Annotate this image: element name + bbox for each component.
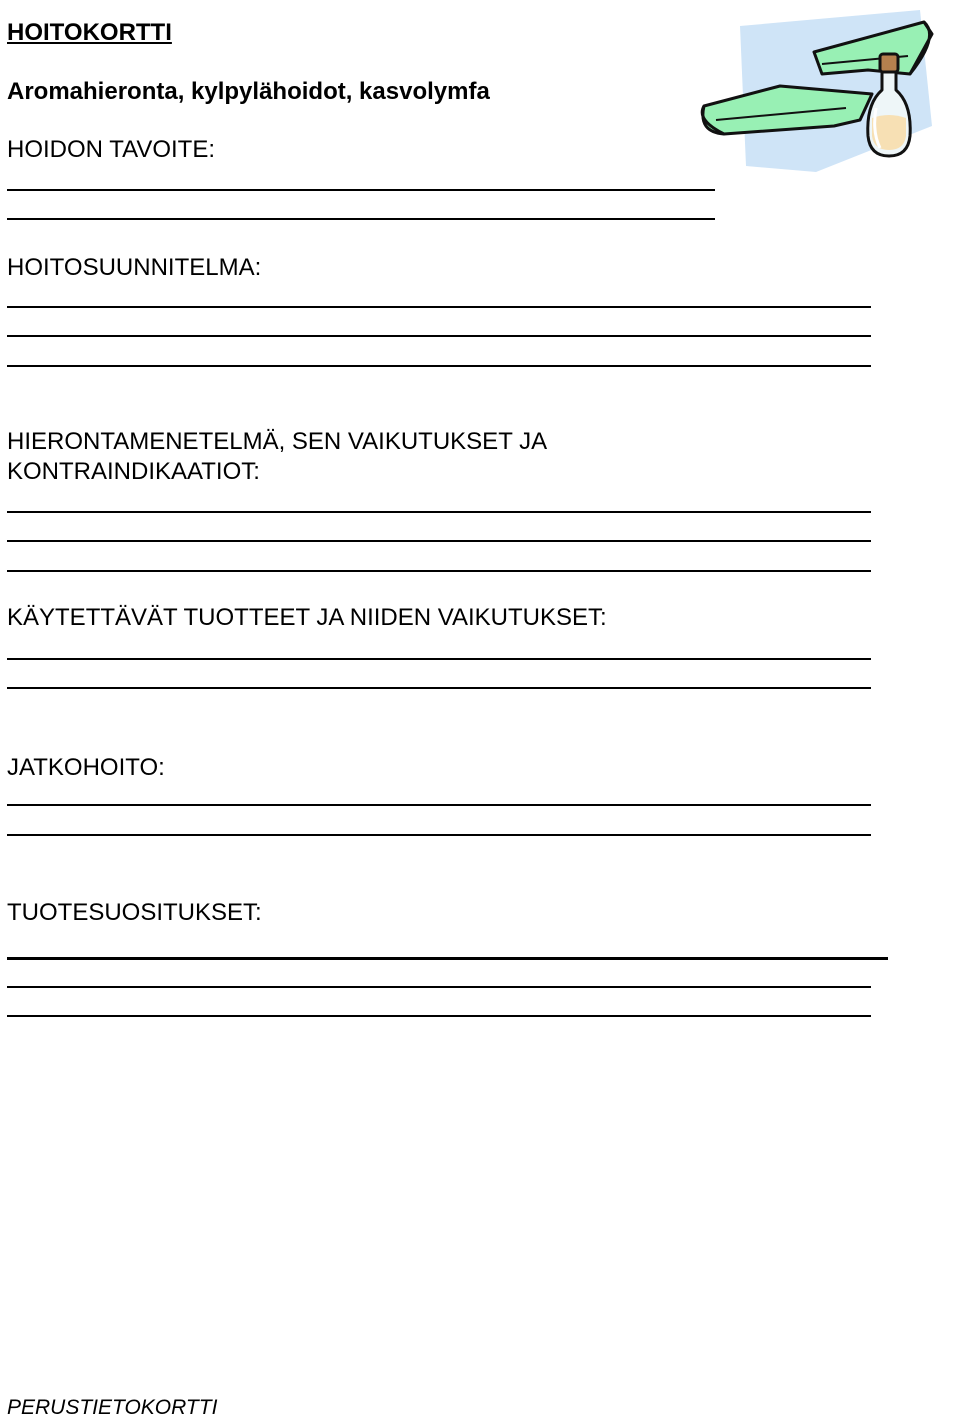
recommendations-answer-line[interactable] <box>7 1015 871 1017</box>
goal-heading: HOIDON TAVOITE: <box>7 136 216 163</box>
recommendations-heading: TUOTESUOSITUKSET: <box>7 899 262 926</box>
method-answer-line[interactable] <box>7 570 871 572</box>
followup-heading: JATKOHOITO: <box>7 754 165 781</box>
recommendations-answer-line[interactable] <box>7 986 871 988</box>
products-heading: KÄYTETTÄVÄT TUOTTEET JA NIIDEN VAIKUTUKSET: <box>7 604 607 631</box>
footer-label: PERUSTIETOKORTTI <box>7 1396 218 1419</box>
followup-answer-line[interactable] <box>7 804 871 806</box>
products-answer-line[interactable] <box>7 687 871 689</box>
plan-heading: HOITOSUUNNITELMA: <box>7 254 262 281</box>
card-title: HOITOKORTTI <box>7 19 172 46</box>
recommendations-answer-line[interactable] <box>7 957 888 960</box>
method-answer-line[interactable] <box>7 511 871 513</box>
products-answer-line[interactable] <box>7 658 871 660</box>
plan-answer-line[interactable] <box>7 335 871 337</box>
goal-answer-line[interactable] <box>7 189 715 191</box>
treatment-subtitle: Aromahieronta, kylpylähoidot, kasvolymfa <box>7 78 490 105</box>
plan-answer-line[interactable] <box>7 365 871 367</box>
method-heading-line1: HIERONTAMENETELMÄ, SEN VAIKUTUKSET JA <box>7 428 548 455</box>
followup-answer-line[interactable] <box>7 834 871 836</box>
spa-illustration <box>696 8 936 174</box>
goal-answer-line[interactable] <box>7 218 715 220</box>
method-answer-line[interactable] <box>7 540 871 542</box>
method-heading-line2: KONTRAINDIKAATIOT: <box>7 458 260 485</box>
plan-answer-line[interactable] <box>7 306 871 308</box>
